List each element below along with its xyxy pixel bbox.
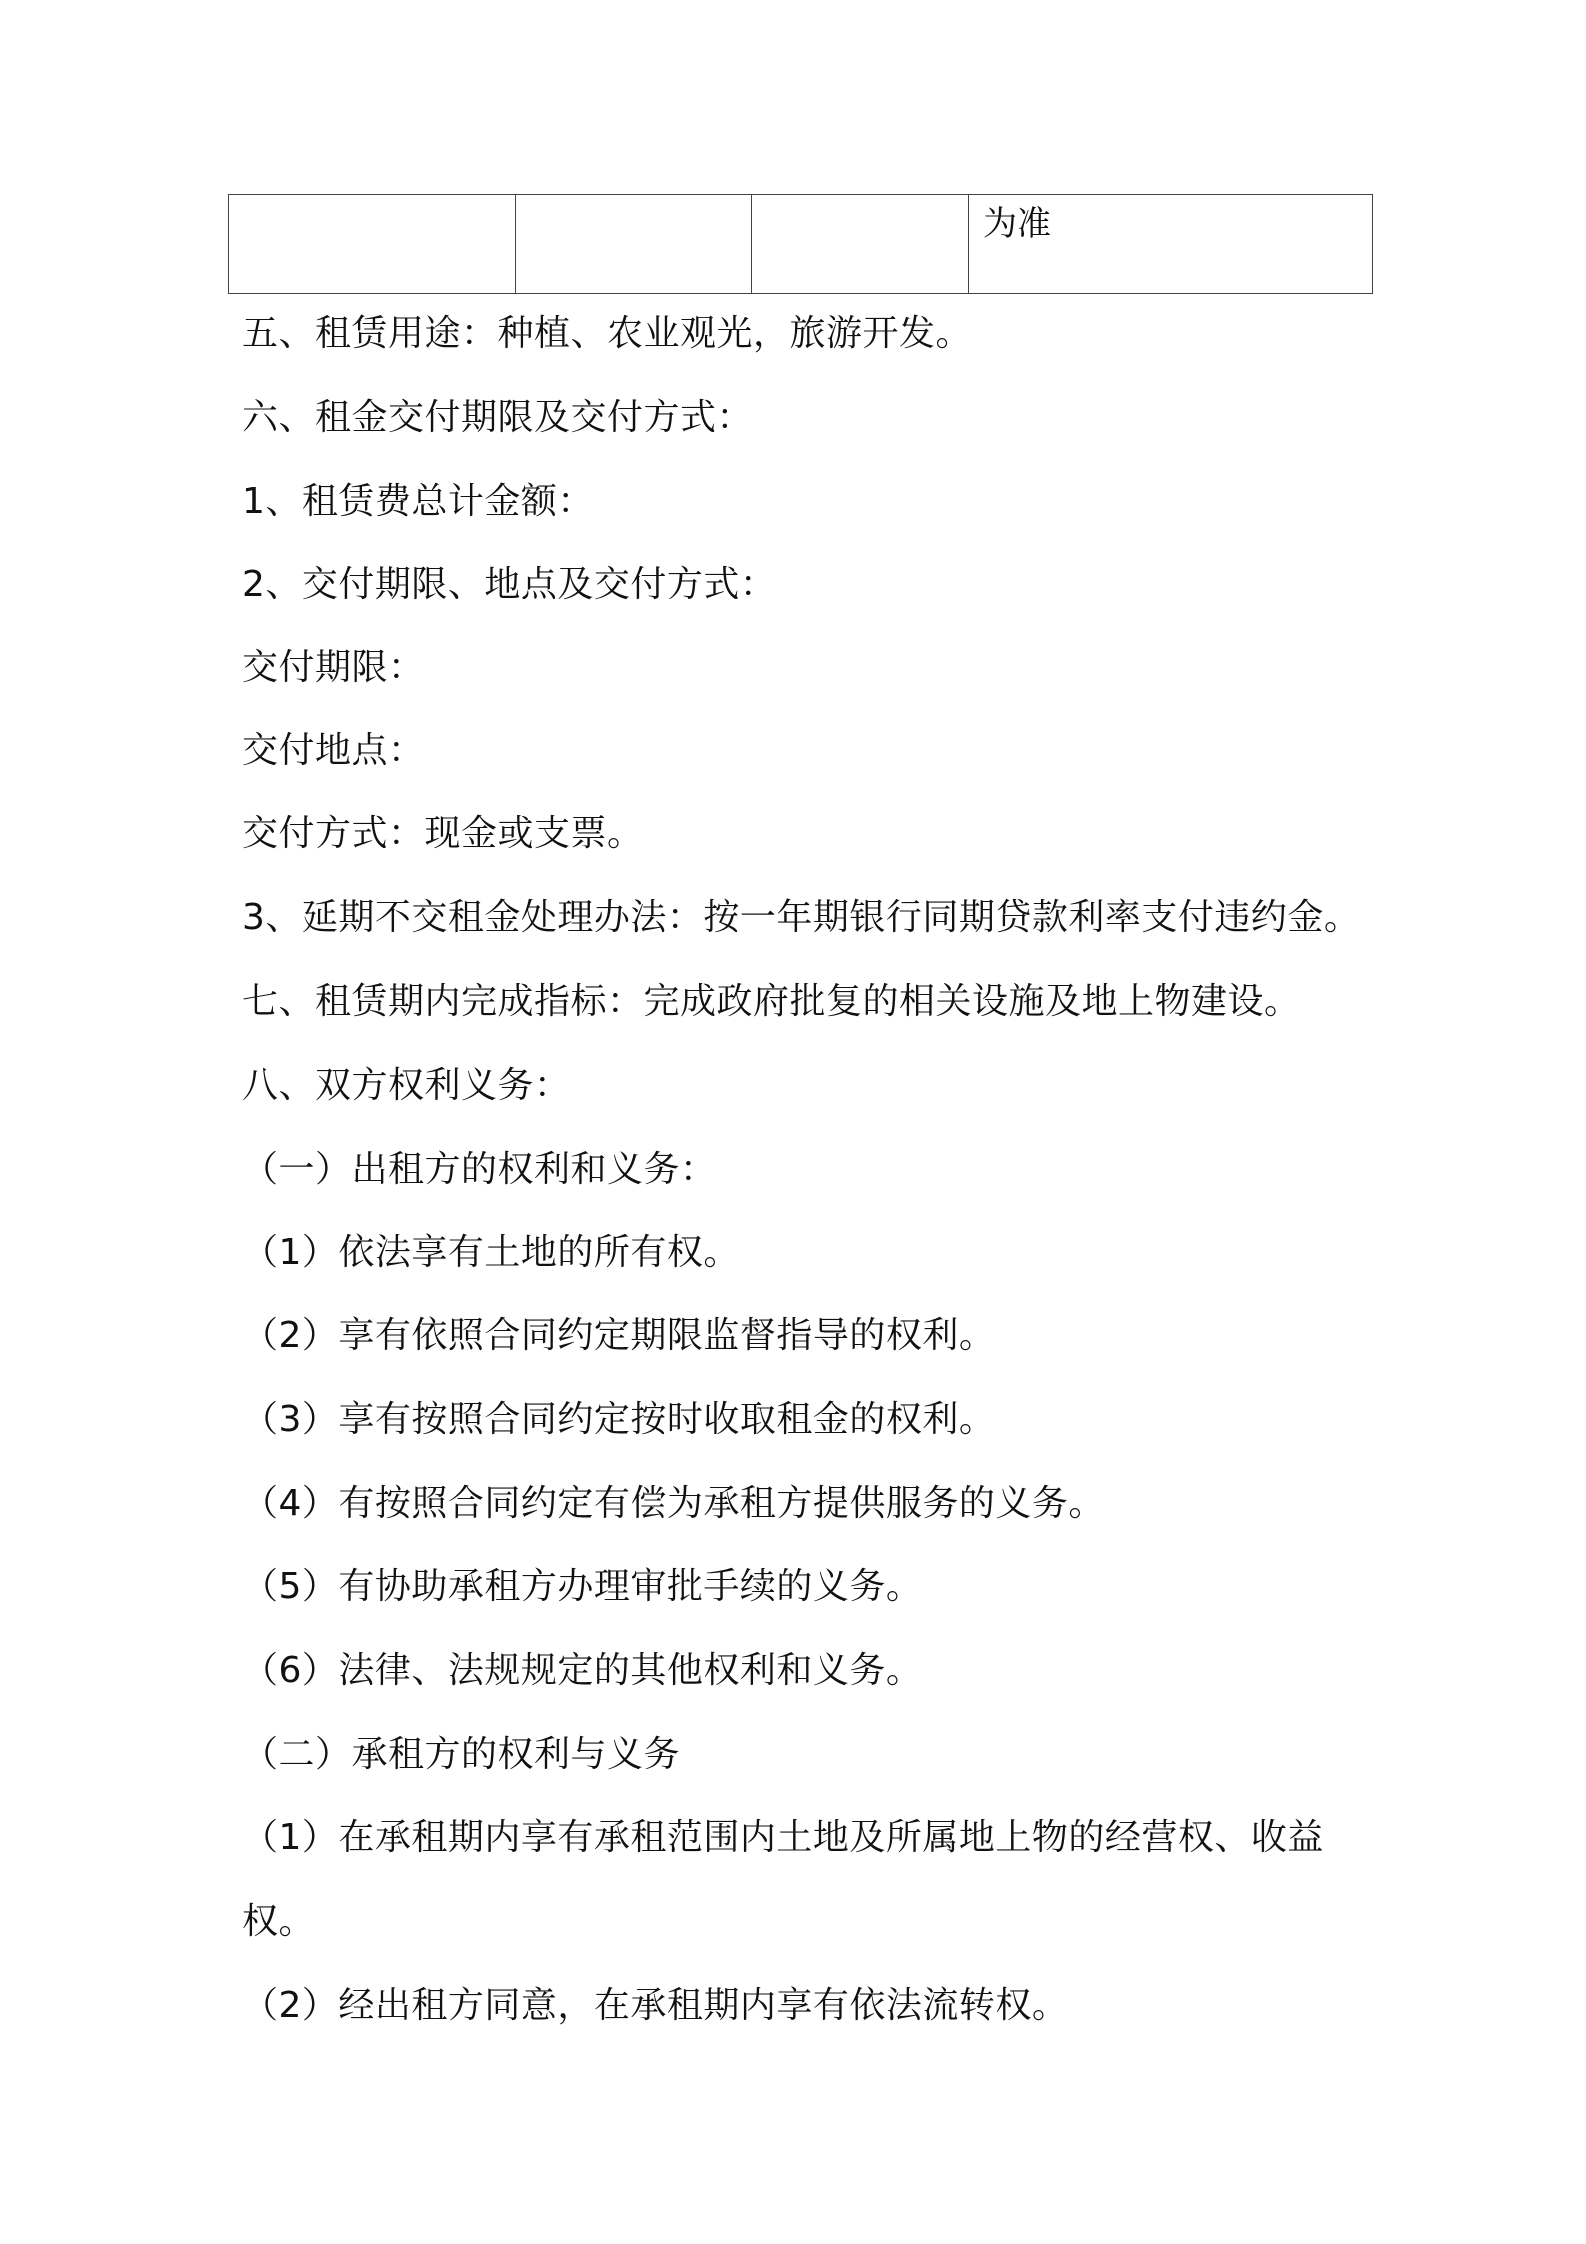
table-cell-text (516, 195, 751, 207)
table-cell (229, 195, 516, 294)
list-item: （1）在承租期内享有承租范围内土地及所属地上物的经营权、收益 (242, 1817, 1324, 1858)
paragraph-payment-location: 交付地点： (242, 730, 425, 771)
section-heading-lease-use: 五、租赁用途：种植、农业观光，旅游开发。 (242, 313, 973, 354)
subsection-heading-lessee: （二）承租方的权利与义务 (242, 1734, 681, 1775)
table-cell (752, 195, 969, 294)
list-item: （3）享有按照合同约定按时收取租金的权利。 (242, 1399, 996, 1440)
list-item-continuation: 权。 (242, 1901, 316, 1942)
section-heading-targets: 七、租赁期内完成指标：完成政府批复的相关设施及地上物建设。 (242, 981, 1301, 1022)
paragraph-late-payment: 3、延期不交租金处理办法：按一年期银行同期贷款利率支付违约金。 (242, 897, 1361, 938)
paragraph-payment-terms: 2、交付期限、地点及交付方式： (242, 564, 777, 605)
list-item: （6）法律、法规规定的其他权利和义务。 (242, 1650, 923, 1691)
paragraph-total-amount: 1、租赁费总计金额： (242, 481, 594, 522)
list-item: （5）有协助承租方办理审批手续的义务。 (242, 1566, 923, 1607)
table-cell (516, 195, 752, 294)
table-cell-text (752, 195, 968, 207)
section-heading-rights-obligations: 八、双方权利义务： (242, 1065, 571, 1106)
list-item: （2）经出租方同意，在承租期内享有依法流转权。 (242, 1985, 1069, 2026)
table-row (229, 195, 1373, 294)
paragraph-payment-method: 交付方式：现金或支票。 (242, 813, 644, 854)
list-item: （1）依法享有土地的所有权。 (242, 1232, 740, 1273)
table-cell-text (229, 195, 515, 207)
table-cell (969, 195, 1373, 294)
table-fragment (228, 194, 1373, 294)
paragraph-payment-deadline: 交付期限： (242, 647, 425, 688)
list-item: （2）享有依照合同约定期限监督指导的权利。 (242, 1315, 996, 1356)
subsection-heading-lessor: （一）出租方的权利和义务： (242, 1149, 717, 1190)
table-cell-text: 为准 (983, 204, 1051, 244)
list-item: （4）有按照合同约定有偿为承租方提供服务的义务。 (242, 1483, 1105, 1524)
section-heading-rent-payment: 六、租金交付期限及交付方式： (242, 397, 754, 438)
